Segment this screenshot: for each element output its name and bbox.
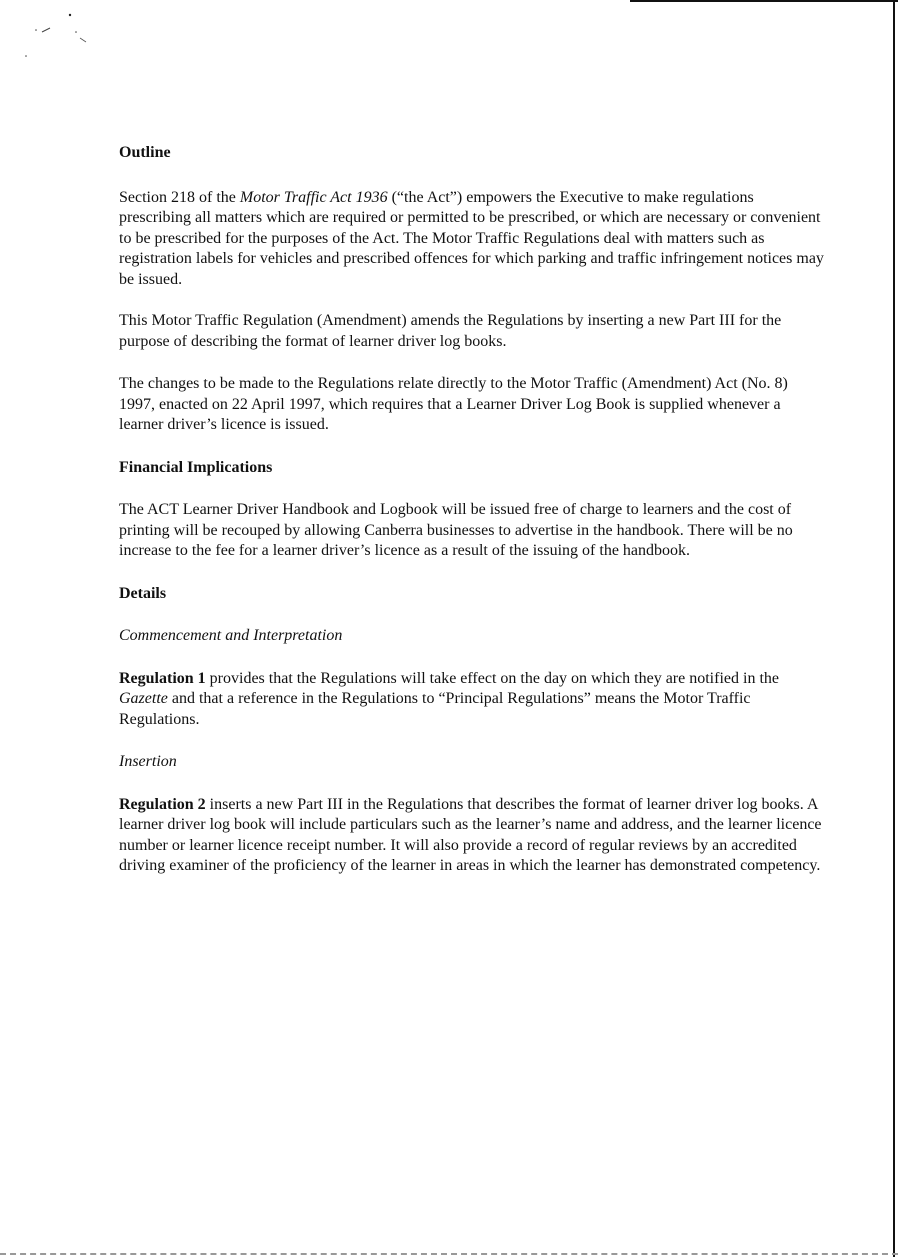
- scan-edge-right: [893, 0, 895, 1257]
- heading-details: Details: [119, 584, 167, 602]
- paragraph-outline-amendment: This Motor Traffic Regulation (Amendment) amends the Regulations by inserting a new Part III for the purpose of describing the format of learner driver log books.: [119, 312, 782, 350]
- document-body: [119, 143, 824, 899]
- heading-outline: Outline: [119, 144, 171, 161]
- act-title: Motor Traffic Act 1936: [239, 188, 388, 206]
- paragraph-outline-changes: The changes to be made to the Regulations relate directly to the Motor Traffic (Amendment) Act (No. 8) 1997, enacted on 22 April 1997, which requires that a Learner Driver Log Book is supplied whenever a learner driver’s licence is issued.: [119, 375, 788, 433]
- regulation-label: Regulation 2: [119, 795, 206, 813]
- text-run: and that a reference in the Regulations to “Principal Regulations” means the Motor Traffic Regulations.: [119, 690, 751, 728]
- paragraph-outline-act: [119, 188, 824, 291]
- subheading-insertion: Insertion: [119, 753, 177, 770]
- text-run: provides that the Regulations will take effect on the day on which they are notified in the: [205, 669, 779, 687]
- text-run: Section 218 of the: [119, 188, 240, 206]
- scan-edge-top: [630, 0, 898, 2]
- text-run: inserts a new Part III in the Regulations that describes the format of learner driver log books. A learner driver log book will include particulars such as the learner’s name and address, and the learner licence number or learner licence receipt number. It will also provide a record of regular reviews by an accredited driving examiner of the proficiency of the learner in areas in which the learner has demonstrated competency.: [119, 795, 822, 874]
- heading-financial-implications: Financial Implications: [119, 458, 273, 476]
- text-run: (“the Act”) empowers the Executive to make regulations prescribing all matters which are required or permitted to be prescribed, or which are necessary or convenient to be prescribed for the purposes of the Act. The Motor Traffic Regulations deal with matters such as registration labels for vehicles and prescribed offences for which parking and traffic infringement notices may be issued.: [119, 188, 824, 288]
- gazette-title: Gazette: [119, 690, 168, 707]
- scan-edge-bottom: [0, 1253, 898, 1255]
- scan-specks: [20, 10, 100, 70]
- paragraph-financial: The ACT Learner Driver Handbook and Logbook will be issued free of charge to learners and the cost of printing will be recouped by allowing Canberra businesses to advertise in the handbook. There will be no increase to the fee for a learner driver’s licence as a result of the issuing of the handbook.: [119, 501, 793, 559]
- regulation-label: Regulation 1: [119, 669, 206, 687]
- subheading-commencement: Commencement and Interpretation: [119, 627, 343, 644]
- paragraph-regulation-2: [119, 795, 824, 877]
- paragraph-regulation-1: [119, 669, 824, 731]
